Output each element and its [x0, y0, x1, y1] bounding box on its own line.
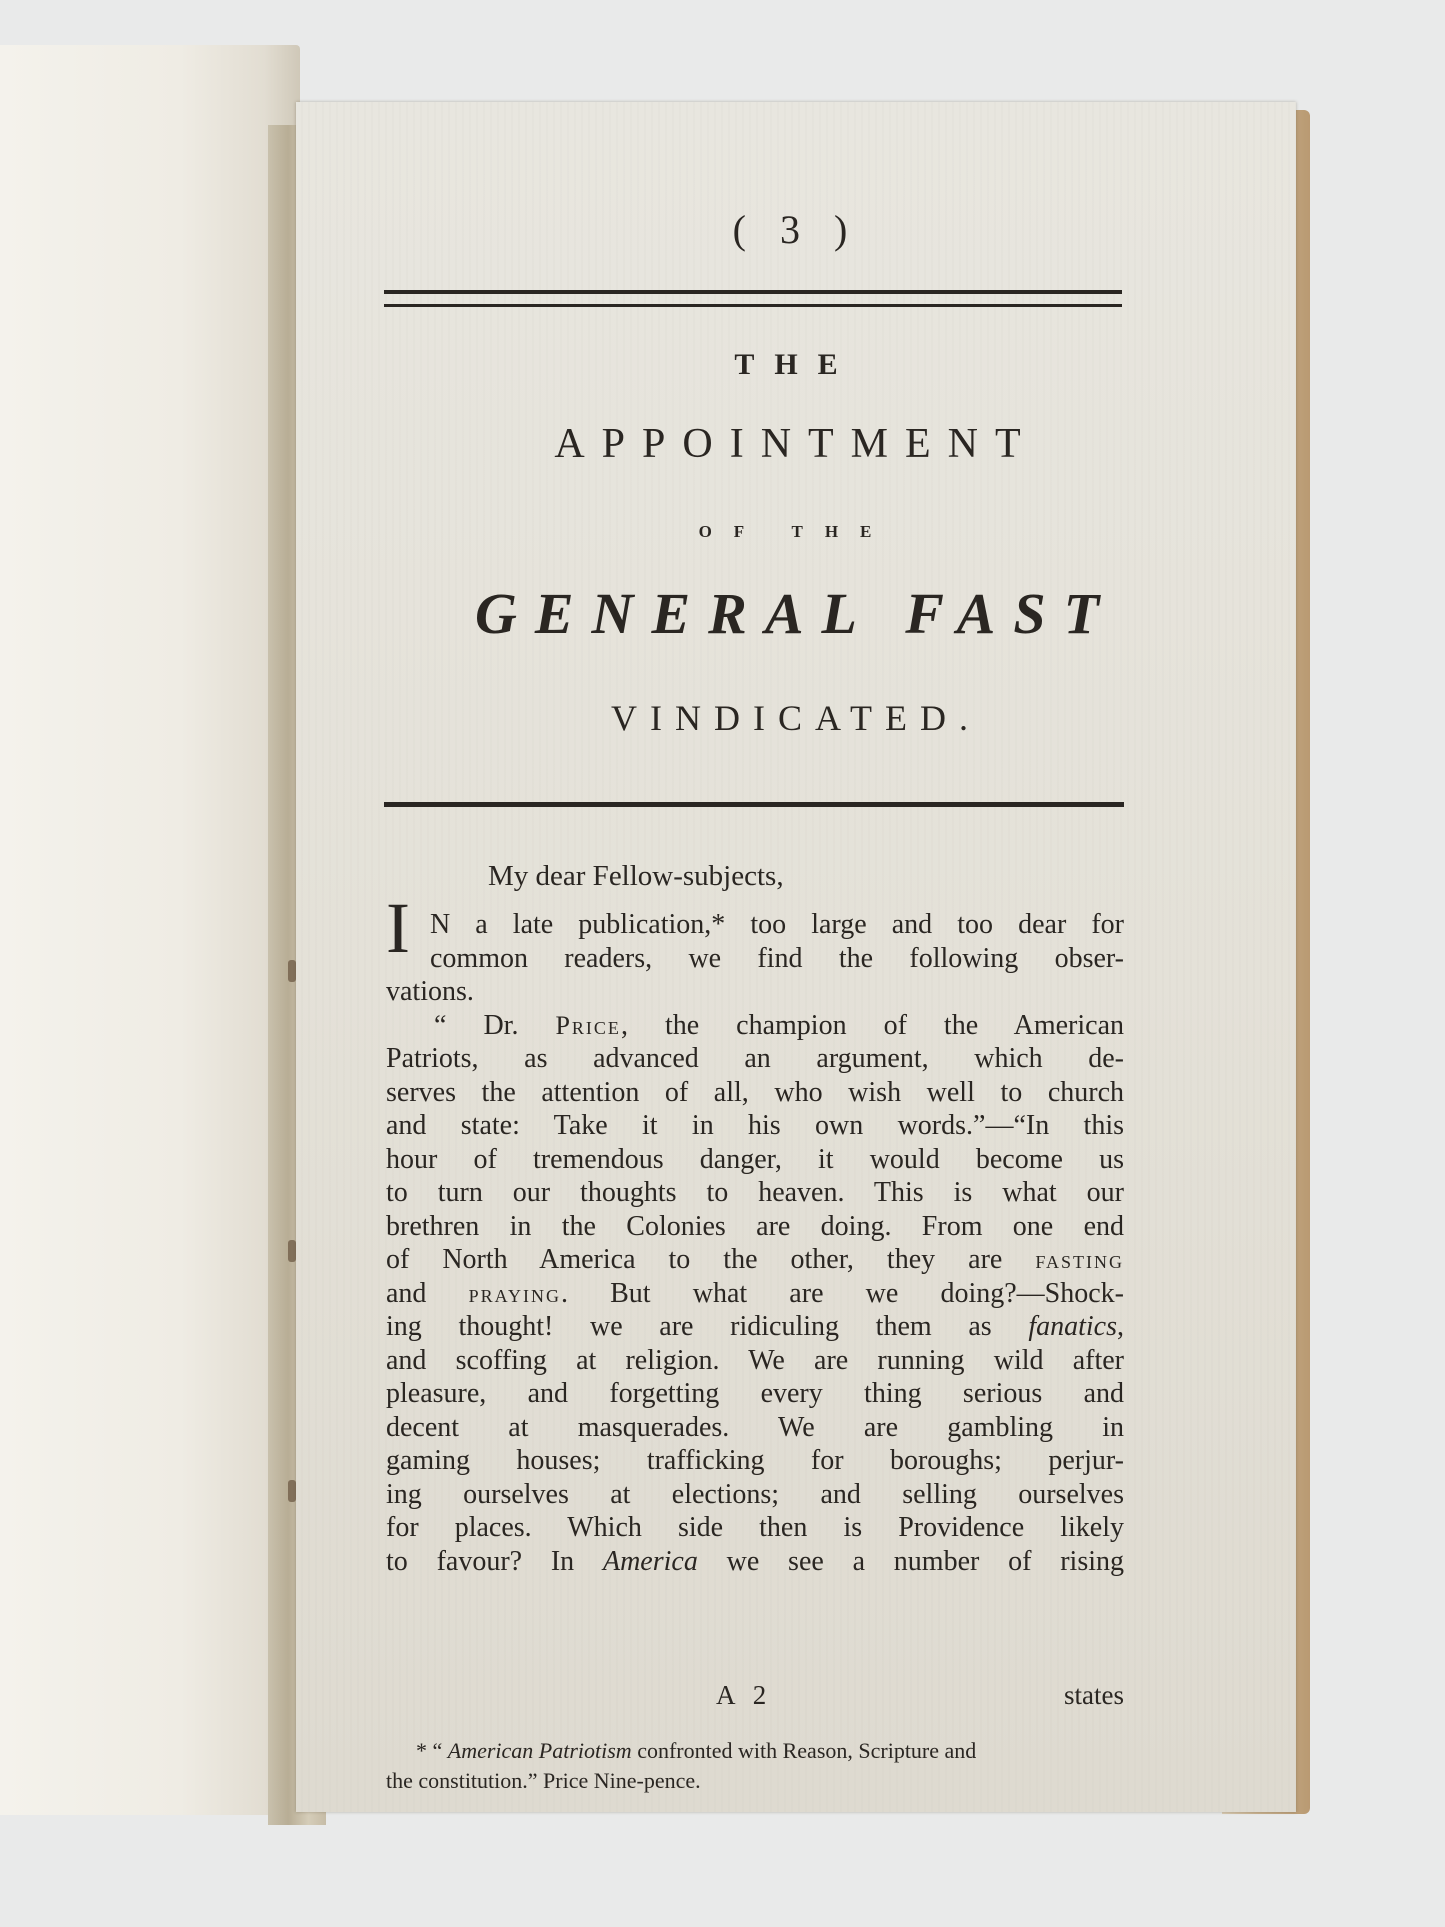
salutation: My dear Fellow-subjects,: [488, 860, 784, 892]
title-general-fast: GENERAL FAST: [474, 581, 1118, 646]
signature-mark: A 2: [716, 1680, 773, 1710]
footnote: [386, 1736, 1126, 1796]
catchword: states: [1064, 1680, 1124, 1710]
printed-page: [296, 102, 1296, 1812]
text-line: for places. Which side then is Providence likely: [386, 1512, 1124, 1543]
text-line: common readers, we find the following obser-: [430, 942, 1124, 974]
text-line: ing ourselves at elections; and selling ourselves: [386, 1478, 1124, 1510]
title-appointment: APPOINTMENT: [554, 421, 1038, 467]
body-text: [386, 908, 1124, 1578]
text-line: Patriots, as advanced an argument, which de-: [386, 1043, 1124, 1074]
stitch-hole: [288, 1480, 296, 1502]
facing-page: [0, 45, 300, 1815]
text-line: to favour? In America we see a number of rising: [386, 1545, 1124, 1577]
text-line: and scoffing at religion. We are running wild after: [386, 1344, 1124, 1376]
text-line: to turn our thoughts to heaven. This is what our: [386, 1177, 1124, 1208]
text-line: N a late publication,* too large and too dear for: [430, 909, 1124, 940]
text-line: and state: Take it in his own words.”—“In this: [386, 1110, 1124, 1141]
title-the: THE: [734, 348, 858, 381]
footnote-line: * “ American Patriotism confronted with Reason, Scripture and: [416, 1738, 977, 1763]
top-rule: [384, 304, 1122, 307]
drop-cap: I: [386, 888, 410, 968]
top-rule: [384, 290, 1122, 294]
text-line: brethren in the Colonies are doing. From one end: [386, 1210, 1124, 1242]
title-vindicated: VINDICATED.: [611, 698, 981, 738]
title-of-the: OF THE: [698, 522, 894, 541]
text-line: vations.: [386, 976, 474, 1007]
page-number: ( 3 ): [732, 207, 860, 252]
text-line: ing thought! we are ridiculing them as fanatics,: [386, 1311, 1124, 1342]
text-line: gaming houses; trafficking for boroughs; perjur-: [386, 1445, 1124, 1476]
text-line: hour of tremendous danger, it would become us: [386, 1143, 1124, 1175]
stitch-hole: [288, 960, 296, 982]
text-line: decent at masquerades. We are gambling in: [386, 1411, 1124, 1443]
text-line: of North America to the other, they are fasting: [386, 1244, 1124, 1275]
stitch-hole: [288, 1240, 296, 1262]
text-line: “ Dr. Price, the champion of the American: [434, 1009, 1124, 1041]
text-line: pleasure, and forgetting every thing serious and: [386, 1378, 1124, 1409]
text-line: serves the attention of all, who wish well to church: [386, 1076, 1124, 1108]
section-rule: [384, 802, 1124, 807]
footnote-line: the constitution.” Price Nine-pence.: [386, 1768, 701, 1793]
text-line: and praying. But what are we doing?—Shock-: [386, 1277, 1124, 1309]
